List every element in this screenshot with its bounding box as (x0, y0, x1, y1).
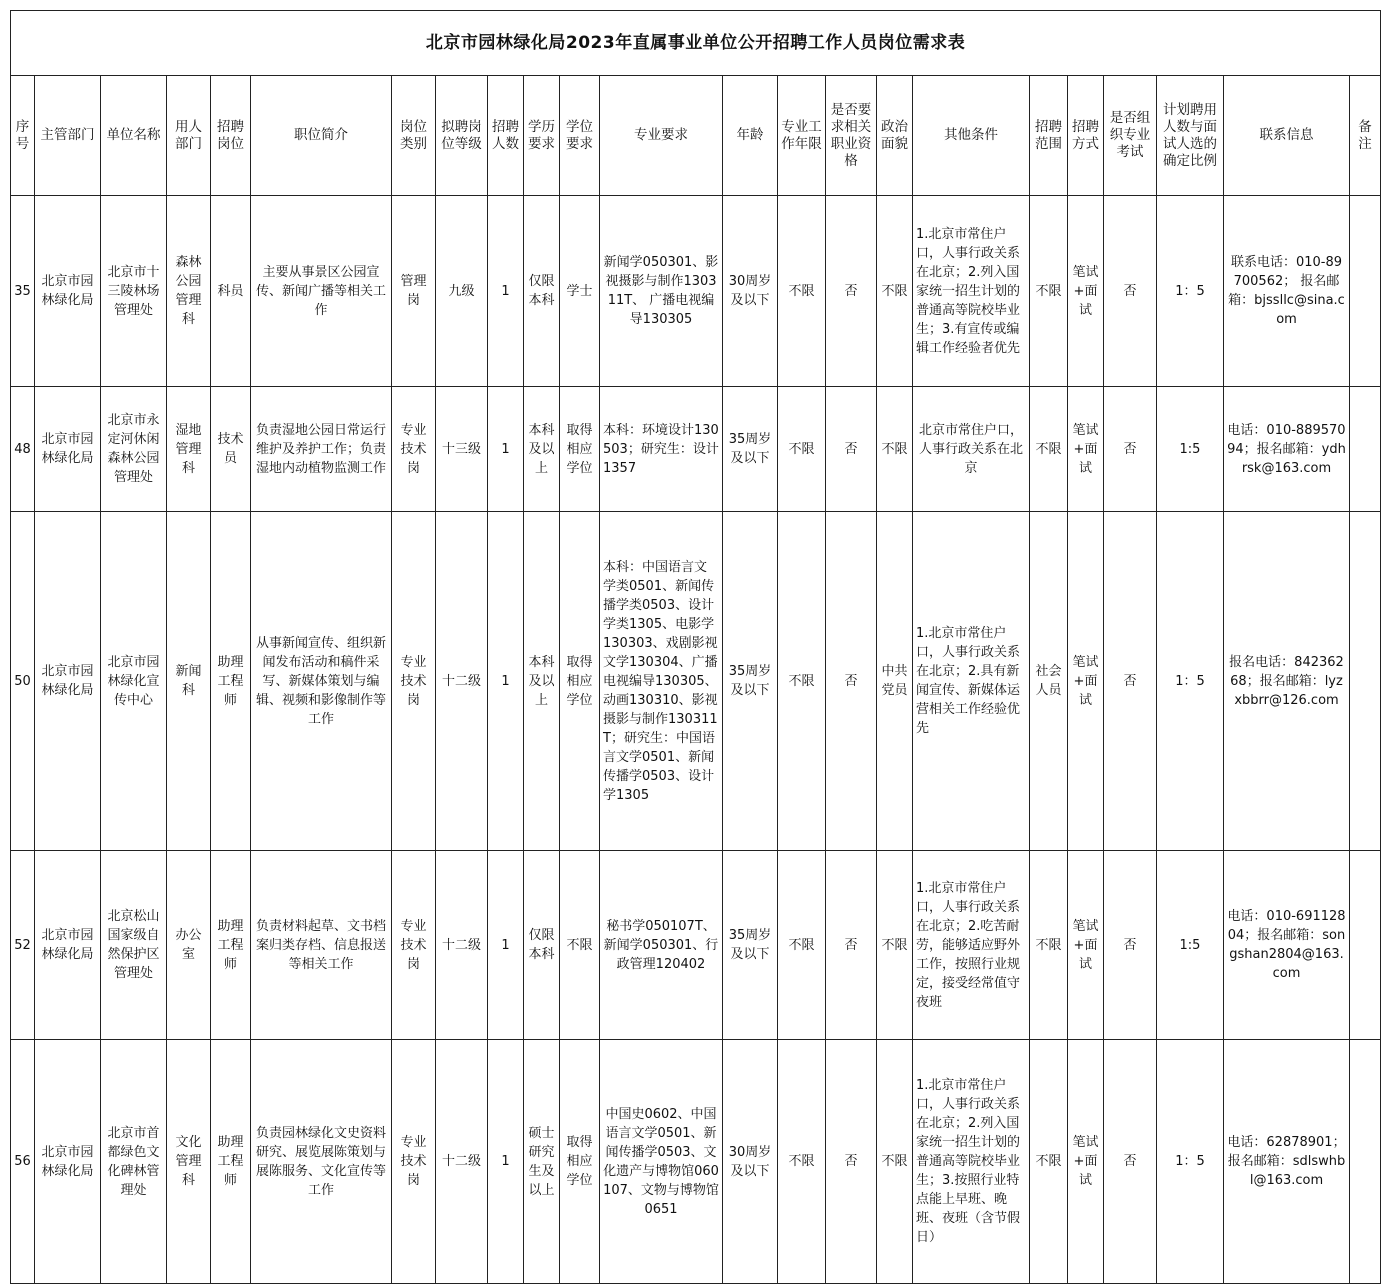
table-cell: 主要从事景区公园宣传、新闻广播等相关工作 (251, 196, 392, 387)
table-cell: 1.北京市常住户口，人事行政关系在北京；2.具有新闻宣传、新媒体运营相关工作经验优先 (913, 512, 1030, 851)
table-cell: 北京市常住户口，人事行政关系在北京 (913, 387, 1030, 512)
table-cell: 否 (826, 196, 877, 387)
header-cell: 学历要求 (524, 76, 560, 196)
table-cell: 35周岁及以下 (723, 387, 778, 512)
table-row (11, 387, 1381, 512)
table-cell: 专业技术岗 (392, 1040, 436, 1284)
table-cell: 48 (11, 387, 35, 512)
table-cell: 办公室 (167, 851, 211, 1040)
table-cell: 湿地管理科 (167, 387, 211, 512)
table-cell: 技术员 (211, 387, 251, 512)
header-cell: 其他条件 (913, 76, 1030, 196)
table-cell (1350, 196, 1381, 387)
table-cell: 30周岁及以下 (723, 1040, 778, 1284)
table-cell: 否 (1104, 1040, 1157, 1284)
table-cell: 中国史0602、中国语言文学0501、新闻传播学0503、文化遗产与博物馆060107、文物与博物馆0651 (600, 1040, 723, 1284)
table-cell: 十三级 (436, 387, 488, 512)
table-row (11, 512, 1381, 851)
table-cell: 1 (488, 387, 524, 512)
table-cell: 负责材料起草、文书档案归类存档、信息报送等相关工作 (251, 851, 392, 1040)
table-cell: 科员 (211, 196, 251, 387)
header-row (11, 76, 1381, 196)
table-cell: 不限 (1030, 387, 1068, 512)
table-cell: 不限 (778, 196, 826, 387)
table-cell: 秘书学050107T、新闻学050301、行政管理120402 (600, 851, 723, 1040)
table-cell: 否 (1104, 196, 1157, 387)
table-cell: 本科及以上 (524, 512, 560, 851)
table-cell: 北京市园林绿化局 (35, 512, 101, 851)
table-cell: 笔试+面试 (1068, 196, 1104, 387)
table-title: 北京市园林绿化局2023年直属事业单位公开招聘工作人员岗位需求表 (11, 11, 1381, 76)
table-cell: 负责园林绿化文史资料研究、展览展陈策划与展陈服务、文化宣传等工作 (251, 1040, 392, 1284)
header-cell: 联系信息 (1224, 76, 1350, 196)
table-cell: 管理岗 (392, 196, 436, 387)
table-cell: 56 (11, 1040, 35, 1284)
table-cell: 仅限本科 (524, 851, 560, 1040)
header-cell: 学位要求 (560, 76, 600, 196)
header-cell: 专业要求 (600, 76, 723, 196)
table-cell (1350, 1040, 1381, 1284)
header-cell: 备注 (1350, 76, 1381, 196)
table-cell: 笔试+面试 (1068, 512, 1104, 851)
table-cell: 十二级 (436, 512, 488, 851)
table-cell: 硕士研究生及以上 (524, 1040, 560, 1284)
table-row (11, 851, 1381, 1040)
table-cell: 30周岁及以下 (723, 196, 778, 387)
table-cell: 不限 (778, 387, 826, 512)
table-cell: 新闻科 (167, 512, 211, 851)
table-cell: 1 (488, 851, 524, 1040)
header-cell: 招聘岗位 (211, 76, 251, 196)
recruitment-table (10, 10, 1381, 1284)
table-cell: 笔试+面试 (1068, 851, 1104, 1040)
header-cell: 是否要求相关职业资格 (826, 76, 877, 196)
table-cell: 北京市园林绿化局 (35, 196, 101, 387)
table-cell (1350, 387, 1381, 512)
table-cell: 北京市首都绿色文化碑林管理处 (101, 1040, 167, 1284)
table-cell: 1：5 (1157, 1040, 1224, 1284)
table-cell: 专业技术岗 (392, 512, 436, 851)
table-cell: 不限 (877, 387, 913, 512)
table-cell: 北京松山国家级自然保护区管理处 (101, 851, 167, 1040)
table-cell: 助理工程师 (211, 1040, 251, 1284)
table-cell: 35周岁及以下 (723, 851, 778, 1040)
table-cell: 不限 (877, 196, 913, 387)
header-cell: 是否组织专业考试 (1104, 76, 1157, 196)
table-cell: 1.北京市常住户口，人事行政关系在北京；2.列入国家统一招生计划的普通高等院校毕业生；3.按照行业特点能上早班、晚班、夜班（含节假日） (913, 1040, 1030, 1284)
table-cell: 仅限本科 (524, 196, 560, 387)
table-cell: 否 (1104, 851, 1157, 1040)
table-cell: 本科及以上 (524, 387, 560, 512)
table-cell: 不限 (778, 1040, 826, 1284)
table-cell: 取得相应学位 (560, 387, 600, 512)
header-cell: 计划聘用人数与面试人选的确定比例 (1157, 76, 1224, 196)
table-cell: 联系电话：010-89700562； 报名邮箱：bjssllc@sina.com (1224, 196, 1350, 387)
table-cell: 报名电话：84236268；报名邮箱：lyzxbbrr@126.com (1224, 512, 1350, 851)
table-cell: 助理工程师 (211, 512, 251, 851)
header-cell: 专业工作年限 (778, 76, 826, 196)
table-cell: 不限 (778, 851, 826, 1040)
header-cell: 招聘方式 (1068, 76, 1104, 196)
table-cell: 专业技术岗 (392, 851, 436, 1040)
table-cell: 北京市园林绿化局 (35, 387, 101, 512)
table-cell: 1 (488, 512, 524, 851)
table-cell: 取得相应学位 (560, 512, 600, 851)
table-row (11, 1040, 1381, 1284)
table-cell: 不限 (1030, 1040, 1068, 1284)
table-cell: 电话：010-69112804；报名邮箱：songshan2804@163.com (1224, 851, 1350, 1040)
table-cell: 否 (826, 1040, 877, 1284)
table-cell: 35周岁及以下 (723, 512, 778, 851)
header-cell: 用人部门 (167, 76, 211, 196)
table-cell: 1.北京市常住户口，人事行政关系在北京；2.列入国家统一招生计划的普通高等院校毕业生；3.有宣传或编辑工作经验者优先 (913, 196, 1030, 387)
header-cell: 招聘人数 (488, 76, 524, 196)
table-cell: 1 (488, 196, 524, 387)
table-cell: 1：5 (1157, 512, 1224, 851)
table-cell: 北京市十三陵林场管理处 (101, 196, 167, 387)
recruitment-table-sheet (10, 10, 1380, 1272)
table-cell: 社会人员 (1030, 512, 1068, 851)
header-cell: 岗位类别 (392, 76, 436, 196)
table-cell: 本科：中国语言文学类0501、新闻传播学类0503、设计学类1305、电影学130303、戏剧影视文学130304、广播电视编导130305、动画130310、影视摄影与制作130311T；研究生：中国语言文学0501、新闻传播学0503、设计学1305 (600, 512, 723, 851)
table-cell: 中共党员 (877, 512, 913, 851)
table-cell: 52 (11, 851, 35, 1040)
table-cell (1350, 512, 1381, 851)
table-cell: 不限 (560, 851, 600, 1040)
table-cell: 35 (11, 196, 35, 387)
table-cell: 否 (1104, 512, 1157, 851)
table-cell: 不限 (1030, 196, 1068, 387)
table-cell: 笔试+面试 (1068, 387, 1104, 512)
table-cell: 本科：环境设计130503；研究生：设计1357 (600, 387, 723, 512)
table-cell: 十二级 (436, 1040, 488, 1284)
header-cell: 招聘范围 (1030, 76, 1068, 196)
header-cell: 拟聘岗位等级 (436, 76, 488, 196)
header-cell: 主管部门 (35, 76, 101, 196)
table-cell: 50 (11, 512, 35, 851)
table-cell: 助理工程师 (211, 851, 251, 1040)
header-cell: 年龄 (723, 76, 778, 196)
table-cell: 电话：62878901；报名邮箱：sdlswhbl@163.com (1224, 1040, 1350, 1284)
table-cell: 北京市园林绿化宣传中心 (101, 512, 167, 851)
table-cell: 十二级 (436, 851, 488, 1040)
table-cell: 新闻学050301、影视摄影与制作130311T、 广播电视编导130305 (600, 196, 723, 387)
header-cell: 政治面貌 (877, 76, 913, 196)
table-cell: 北京市永定河休闲森林公园管理处 (101, 387, 167, 512)
table-cell: 不限 (877, 851, 913, 1040)
table-cell: 1:5 (1157, 851, 1224, 1040)
table-cell: 北京市园林绿化局 (35, 851, 101, 1040)
table-cell: 专业技术岗 (392, 387, 436, 512)
table-cell: 文化管理科 (167, 1040, 211, 1284)
table-cell: 学士 (560, 196, 600, 387)
table-cell: 否 (826, 387, 877, 512)
table-cell: 北京市园林绿化局 (35, 1040, 101, 1284)
table-cell: 否 (1104, 387, 1157, 512)
table-cell: 电话：010-88957094；报名邮箱：ydhrsk@163.com (1224, 387, 1350, 512)
header-cell: 序号 (11, 76, 35, 196)
table-cell: 笔试+面试 (1068, 1040, 1104, 1284)
table-cell: 1.北京市常住户口，人事行政关系在北京；2.吃苦耐劳，能够适应野外工作，按照行业规定，接受经常值守夜班 (913, 851, 1030, 1040)
table-cell: 否 (826, 851, 877, 1040)
table-cell: 负责湿地公园日常运行维护及养护工作；负责湿地内动植物监测工作 (251, 387, 392, 512)
table-cell: 1 (488, 1040, 524, 1284)
header-cell: 单位名称 (101, 76, 167, 196)
header-cell: 职位简介 (251, 76, 392, 196)
table-cell: 森林公园管理科 (167, 196, 211, 387)
table-row (11, 196, 1381, 387)
table-cell: 九级 (436, 196, 488, 387)
table-cell: 1:5 (1157, 387, 1224, 512)
table-cell: 不限 (778, 512, 826, 851)
table-cell: 否 (826, 512, 877, 851)
table-cell: 从事新闻宣传、组织新闻发布活动和稿件采写、新媒体策划与编辑、视频和影像制作等工作 (251, 512, 392, 851)
table-cell (1350, 851, 1381, 1040)
table-cell: 1：5 (1157, 196, 1224, 387)
table-cell: 取得相应学位 (560, 1040, 600, 1284)
table-cell: 不限 (877, 1040, 913, 1284)
table-cell: 不限 (1030, 851, 1068, 1040)
